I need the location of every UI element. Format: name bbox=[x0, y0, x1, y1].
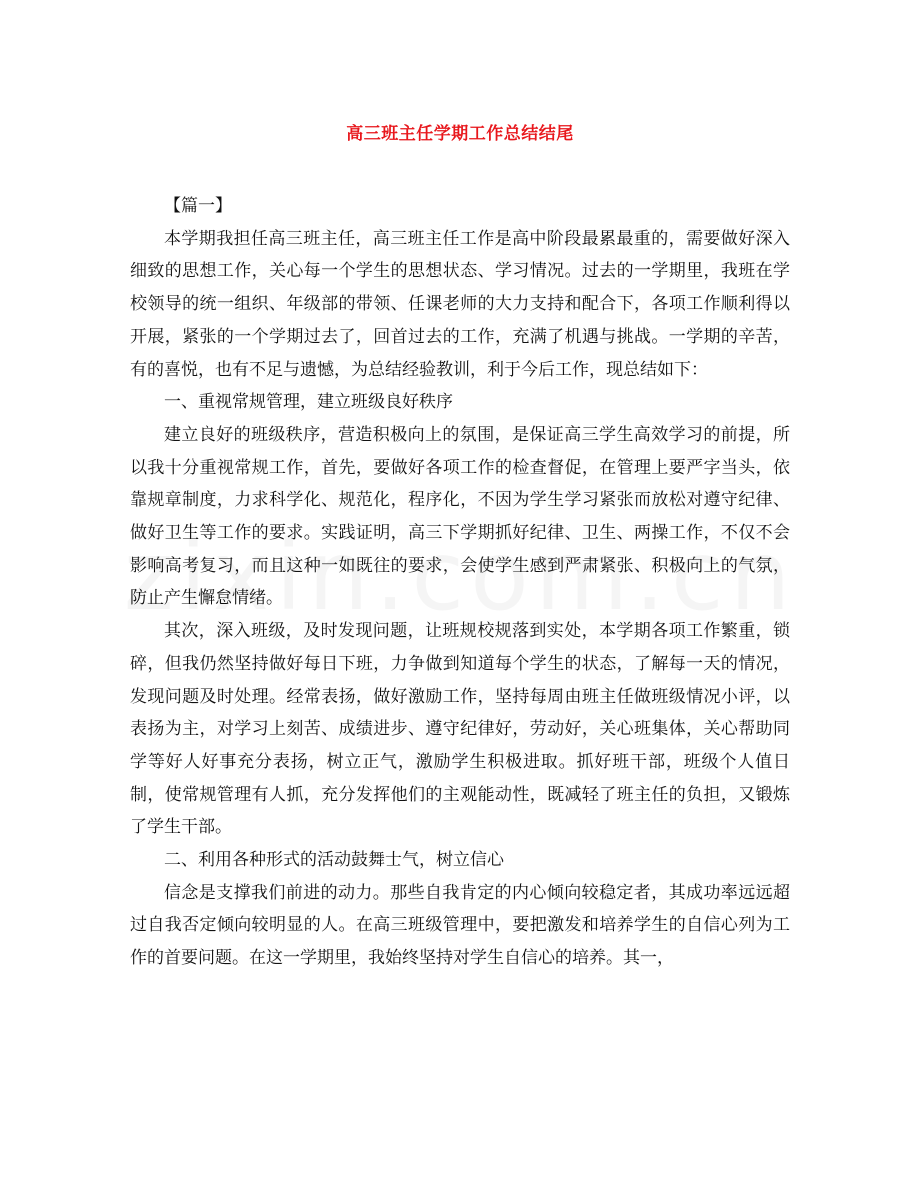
page-title: 高三班主任学期工作总结结尾 bbox=[346, 124, 574, 144]
section-label: 【篇一】 bbox=[164, 196, 232, 216]
paragraph-routine-management: 建立良好的班级秩序，营造积极向上的氛围，是保证高三学生高效学习的前提，所以我十分重视常规工作，首先，要做好各项工作的检查督促，在管理上要严字当头，依靠规章制度，力求科学化、规范化，程序化，不因为学生学习紧张而放松对遵守纪律、做好卫生等工作的要求。实践证明，高三下学期抓好纪律、卫生、两操工作，不仅不会影响高考复习，而且这种一如既往的要求，会使学生感到严肃紧张、积极向上的气氛，防止产生懈怠情绪。 bbox=[130, 424, 790, 609]
heading-section-1: 一、重视常规管理，建立班级良好秩序 bbox=[164, 392, 453, 413]
document-body bbox=[130, 190, 790, 975]
paragraph-intro: 本学期我担任高三班主任，高三班主任工作是高中阶段最累最重的，需要做好深入细致的思想工作，关心每一个学生的思想状态、学习情况。过去的一学期里，我班在学校领导的统一组织、年级部的带领、任课老师的大力支持和配合下，各项工作顺利得以开展，紧张的一个学期过去了，回首过去的工作，充满了机遇与挑战。一学期的辛苦，有的喜悦，也有不足与遗憾，为总结经验教训，利于今后工作，现总结如下： bbox=[130, 228, 790, 380]
heading-section-2: 二、利用各种形式的活动鼓舞士气，树立信心 bbox=[164, 850, 504, 871]
paragraph-confidence: 信念是支撑我们前进的动力。那些自我肯定的内心倾向较稳定者，其成功率远远超过自我否定倾向较明显的人。在高三班级管理中，要把激发和培养学生的自信心列为工作的首要问题。在这一学期里，我始终坚持对学生自信心的培养。其一， bbox=[130, 882, 790, 969]
paragraph-secondly: 其次，深入班级，及时发现问题，让班规校规落到实处，本学期各项工作繁重，锁碎，但我仍然坚持做好每日下班，力争做到知道每个学生的状态，了解每一天的情况，发现问题及时处理。经常表扬，做好激励工作，坚持每周由班主任做班级情况小评，以表扬为主，对学习上刻苦、成绩进步、遵守纪律好，劳动好，关心班集体，关心帮助同学等好人好事充分表扬，树立正气，激励学生积极进取。抓好班干部，班级个人值日制，使常规管理有人抓，充分发挥他们的主观能动性，既减轻了班主任的负担，又锻炼了学生干部。 bbox=[130, 621, 790, 838]
